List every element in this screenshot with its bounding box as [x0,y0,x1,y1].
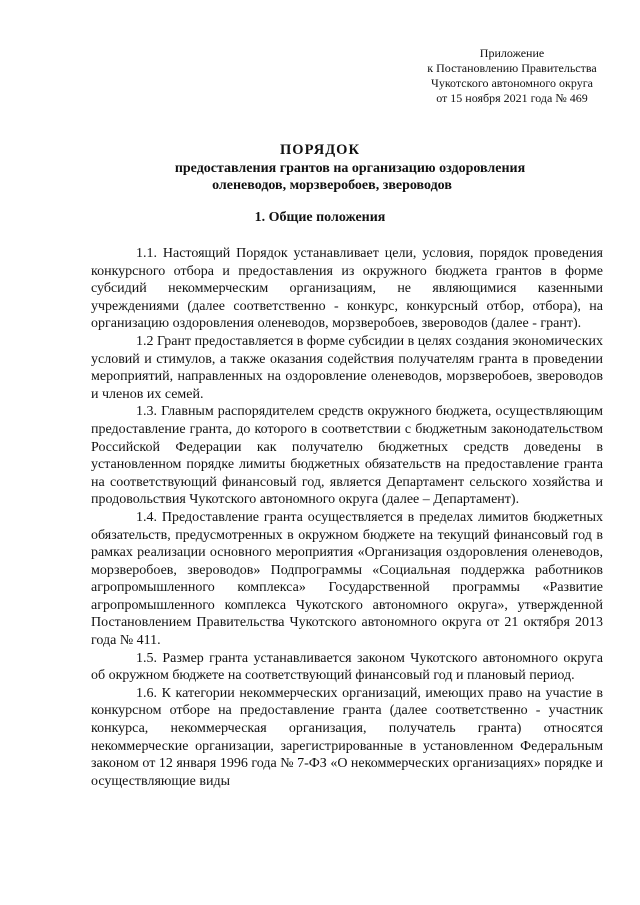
approval-line: к Постановлению Правительства [427,61,597,75]
approval-line: от 15 ноября 2021 года № 469 [436,91,588,105]
paragraph-1-2: 1.2 Грант предоставляется в форме субсидии в целях создания экономических условий и стимулов, а также оказания содействия получателям гранта в проведении мероприятий, направленных на оздоровление оленеводов, морзверобоев, звероводов и членов их семей. [91,333,603,402]
paragraph-1-4: 1.4. Предоставление гранта осуществляется в пределах лимитов бюджетных обязательств, предусмотренных в окружном бюджете на текущий финансовый год в рамках реализации основного мероприятия «Организация оздоровления оленеводов, морзверобоев, звероводов» Подпрограммы «Социальная поддержка работников агропромышленного комплекса» Государственной программы «Развитие агропромышленного комплекса Чукотского автономного округа», утвержденной Постановлением Правительства Чукотского автономного округа от 21 октября 2013 года № 411. [91,509,603,649]
paragraph-1-3: 1.3. Главным распорядителем средств окружного бюджета, осуществляющим предоставление гранта, до которого в соответствии с бюджетным законодательством Российской Федерации как получателю бюджетных средств доведены в установленном порядке лимиты бюджетных обязательств на предоставление гранта на соответствующий финансовый год, является Департамент сельского хозяйства и продовольствия Чукотского автономного округа (далее – Департамент). [91,404,603,508]
document-title: ПОРЯДОК [280,142,360,158]
approval-line: Чукотского автономного округа [431,76,593,90]
approval-line: Приложение [479,46,545,60]
document-body [91,245,603,790]
section-heading: 1. Общие положения [254,210,386,225]
approval-block [404,46,620,106]
document-subtitle-line1: предоставления грантов на организацию оздоровления [174,161,526,176]
paragraph-1-6: 1.6. К категории некоммерческих организаций, имеющих право на участие в конкурсном отборе на предоставление гранта (далее соответственно - участник конкурса, некоммерческая организация, получатель гранта) относятся некоммерческие организации, зарегистрированные в установленном Федеральным законом от 12 января 1996 года № 7-ФЗ «О некоммерческих организациях» порядке и осуществляющие виды [91,685,603,789]
paragraph-1-1: 1.1. Настоящий Порядок устанавливает цели, условия, порядок проведения конкурсного отбора и предоставления из окружного бюджета грантов в форме субсидий некоммерческим организациям, не являющимися казенными учреждениями (далее соответственно - конкурс, конкурсный отбор, отбора), на организацию оздоровления оленеводов, морзверобоев, звероводов (далее - грант). [91,246,603,332]
paragraph-1-5: 1.5. Размер гранта устанавливается законом Чукотского автономного округа об окружном бюджете на соответствующий финансовый год и плановый период. [91,650,603,684]
document-subtitle-line2: оленеводов, морзверобоев, звероводов [212,178,452,193]
